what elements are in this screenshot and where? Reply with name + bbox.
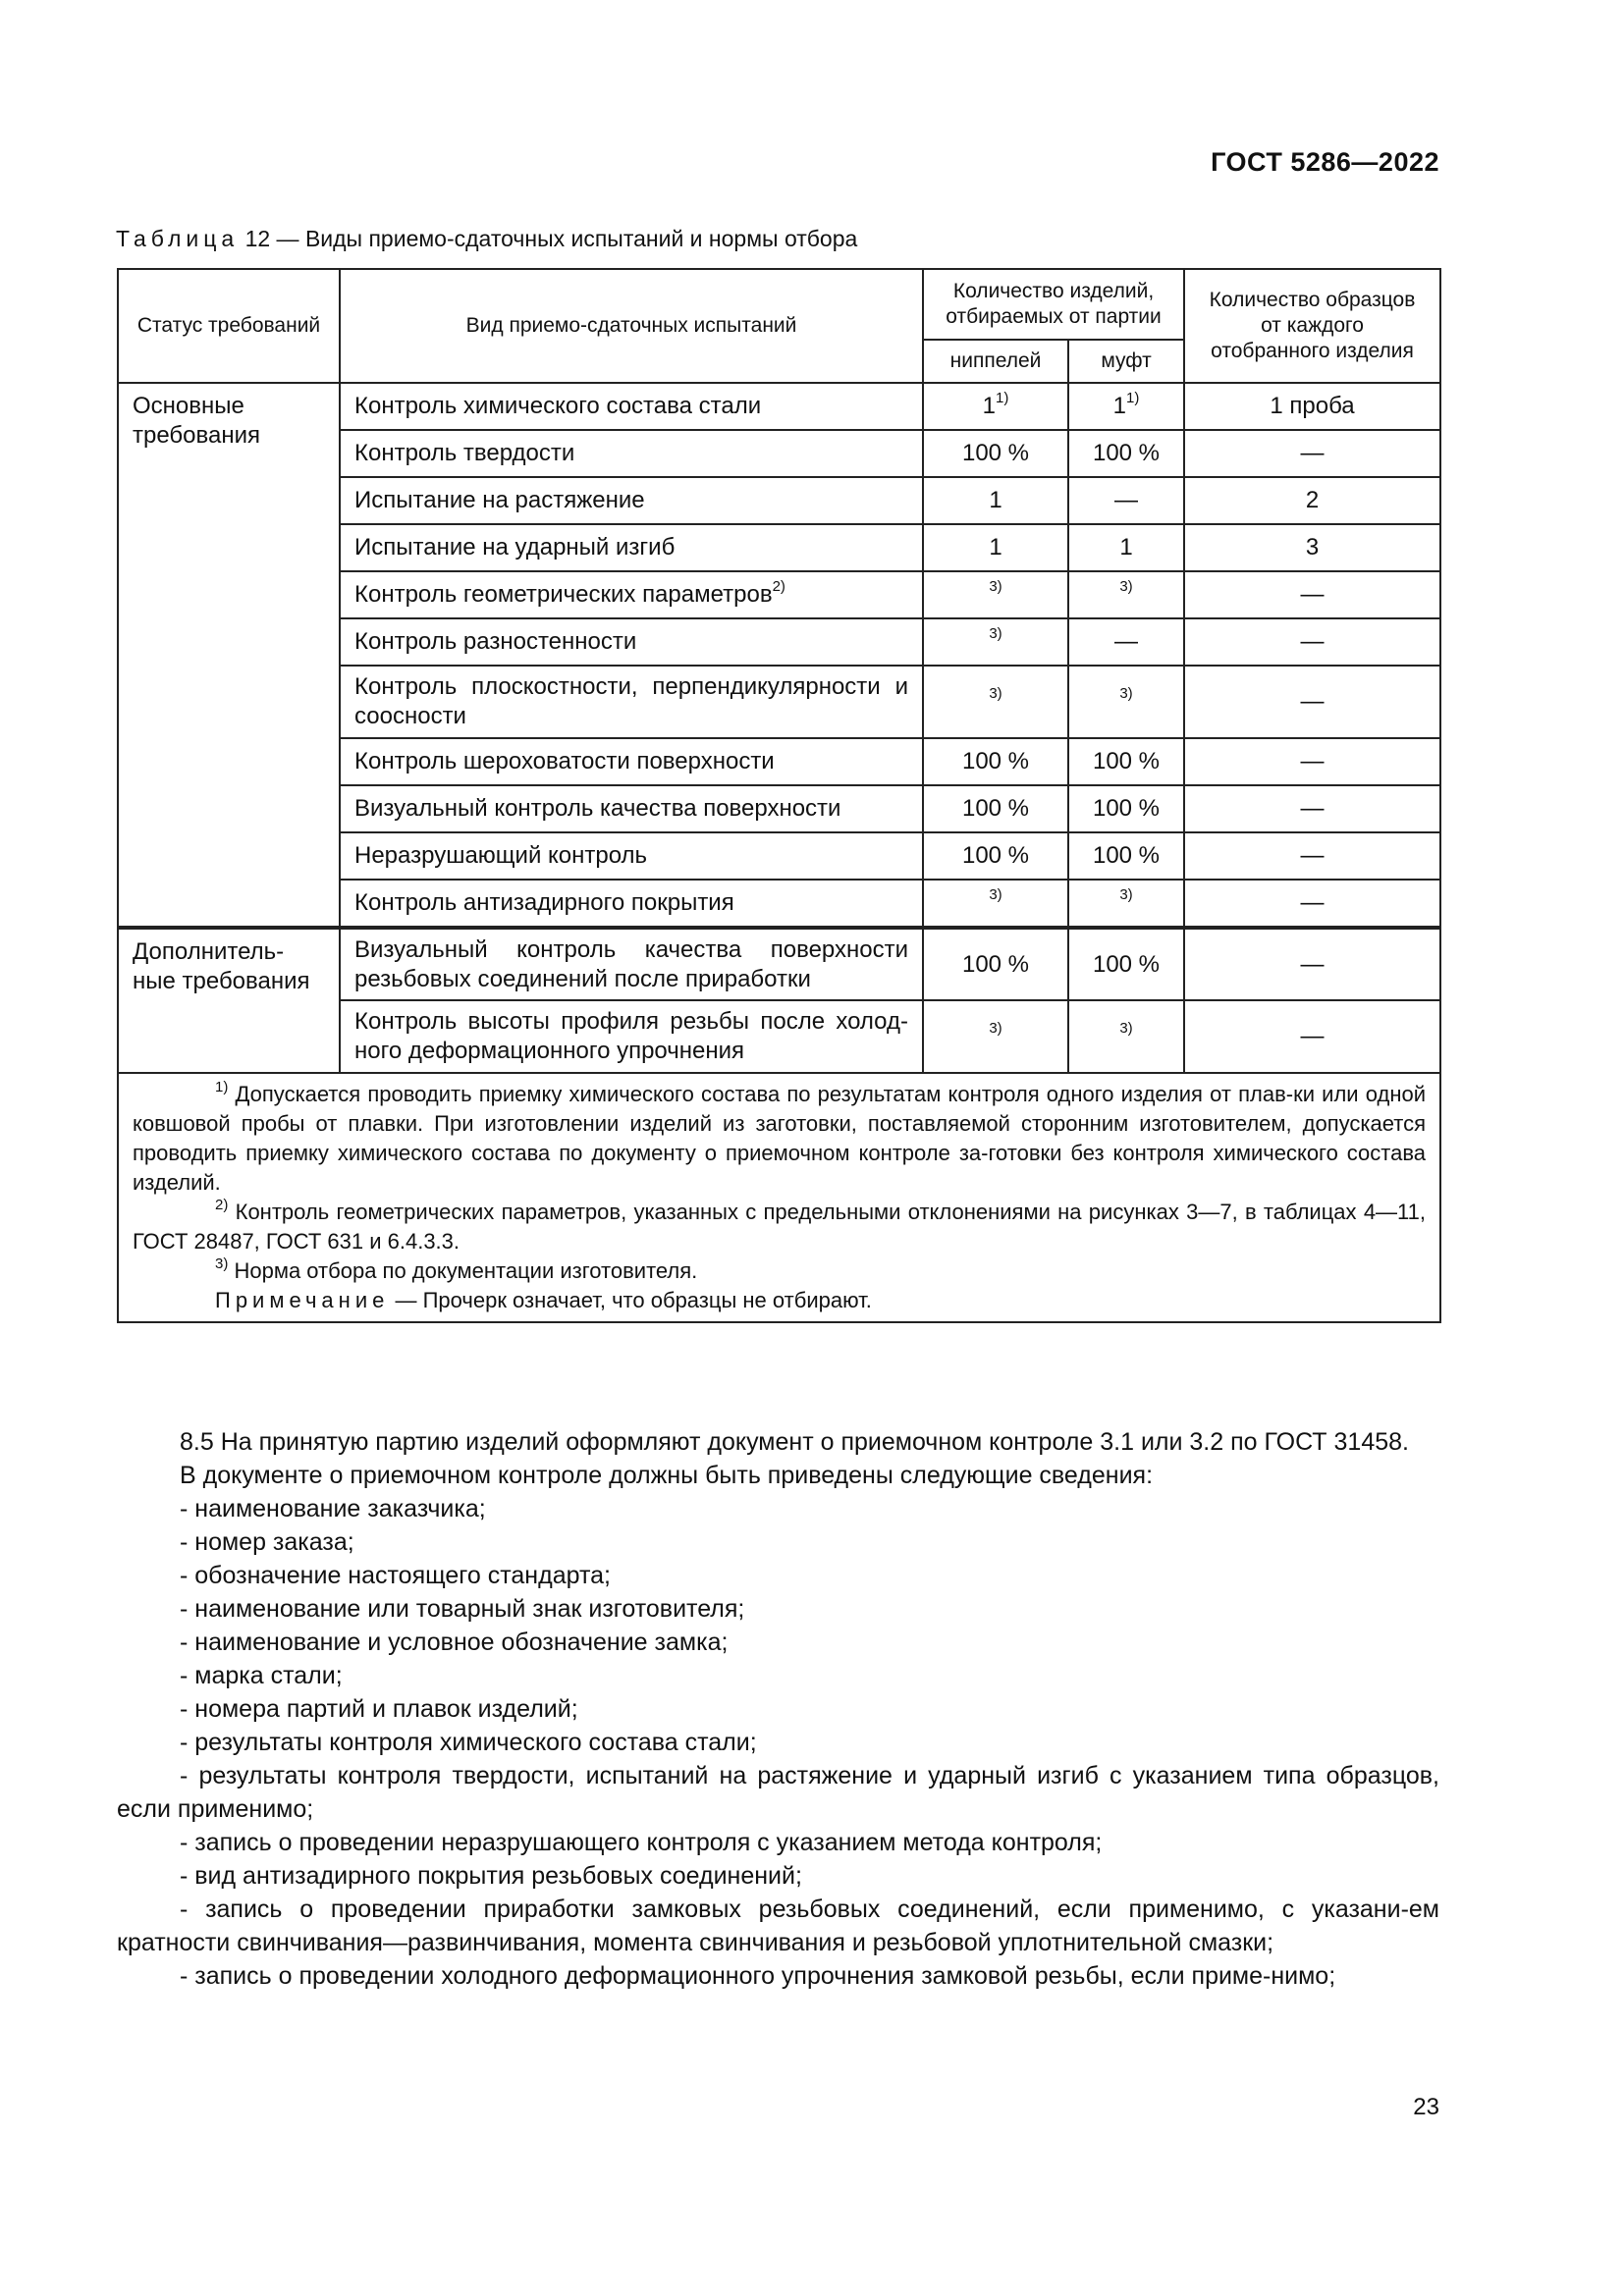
- nipples-value: 1: [989, 487, 1002, 513]
- list-item: - наименование или товарный знак изготовителя;: [180, 1595, 745, 1623]
- footnote-ref: 3): [1119, 577, 1133, 595]
- nipples-value: 100 %: [961, 748, 1030, 774]
- couplings-cell: [1068, 1000, 1184, 1073]
- header-test-type: Вид приемо-сдаточных испытаний: [340, 269, 923, 383]
- couplings-cell: [1068, 928, 1184, 1000]
- nipples-cell: [923, 880, 1068, 928]
- nipples-cell: [923, 832, 1068, 880]
- samples-cell: —: [1184, 928, 1440, 1000]
- nipples-value: 100 %: [961, 440, 1030, 466]
- list-item: - номер заказа;: [180, 1528, 354, 1556]
- body-text: [117, 1425, 1439, 1993]
- header-couplings: муфт: [1068, 340, 1184, 383]
- samples-cell: —: [1184, 832, 1440, 880]
- status-cell: Основные требования: [118, 383, 340, 928]
- samples-cell: —: [1184, 618, 1440, 666]
- footnote: [133, 1198, 1426, 1256]
- nipples-cell: [923, 524, 1068, 571]
- list-item: - номера партий и плавок изделий;: [180, 1695, 578, 1723]
- test-name-cell: [340, 880, 923, 928]
- test-name-cell: [340, 430, 923, 477]
- couplings-value: 100 %: [1092, 842, 1161, 869]
- list-item: - запись о проведении приработки замковых резьбовых соединений, если применимо, с указани-ем кратности свинчивания—развинчивания, момента свинчивания и резьбовой уплотнительной смазки;: [117, 1896, 1439, 1956]
- couplings-cell: [1068, 383, 1184, 430]
- test-name-cell: [340, 524, 923, 571]
- couplings-value: 100 %: [1092, 748, 1161, 774]
- couplings-cell: [1068, 430, 1184, 477]
- samples-cell: —: [1184, 1000, 1440, 1073]
- nipples-cell: [923, 785, 1068, 832]
- header-nipples: ниппелей: [923, 340, 1068, 383]
- test-name-cell: [340, 785, 923, 832]
- footnote-ref: 3): [1119, 684, 1133, 702]
- footnote-mark: 3): [215, 1255, 229, 1272]
- test-name: Контроль шероховатости поверхности: [354, 748, 775, 774]
- test-name-cell: [340, 618, 923, 666]
- document-code: ГОСТ 5286—2022: [1211, 147, 1439, 177]
- test-name: Визуальный контроль качества поверхности резьбовых соединений после приработки: [354, 935, 908, 992]
- footnote-ref: 3): [1119, 885, 1133, 903]
- couplings-value: 1: [1119, 534, 1133, 561]
- header-samples: Количество образцов от каждого отобранного изделия: [1184, 269, 1440, 383]
- table-caption-label: Таблица: [116, 226, 240, 251]
- nipples-value: 1: [989, 534, 1002, 561]
- status-cell: Дополнитель-ные требования: [118, 928, 340, 1073]
- test-name: Испытание на ударный изгиб: [354, 534, 676, 561]
- test-name: Контроль плоскостности, перпендикулярности и соосности: [354, 673, 908, 729]
- note-text: — Прочерк означает, что образцы не отбирают.: [395, 1288, 872, 1312]
- acceptance-tests-table: [117, 268, 1441, 1323]
- footnote: [133, 1256, 1426, 1286]
- header-quantity-group: Количество изделий, отбираемых от партии: [923, 269, 1184, 340]
- table-note: [133, 1286, 1426, 1315]
- footnote-text: Допускается проводить приемку химического состава по результатам контроля одного изделия от плав-ки или одной ковшовой пробы от плавки. При изготовлении изделий из заготовки, поставляемой сторонним изготовителем, допускается проводить приемку химического состава по документу о приемочном контроле за-готовки без контроля химического состава изделий.: [133, 1082, 1427, 1195]
- nipples-value: 100 %: [961, 950, 1030, 978]
- test-name: Неразрушающий контроль: [354, 842, 648, 869]
- couplings-value: 100 %: [1092, 440, 1161, 466]
- couplings-value: 1: [1112, 393, 1127, 419]
- footnote: [133, 1080, 1426, 1198]
- couplings-value: —: [1114, 628, 1138, 655]
- footnote-ref: 1): [996, 390, 1009, 406]
- couplings-value: 100 %: [1092, 950, 1161, 978]
- footnote-ref: 2): [772, 578, 785, 595]
- nipples-value: 1: [982, 393, 996, 419]
- footnote-mark: 2): [215, 1196, 229, 1213]
- couplings-value: —: [1114, 487, 1138, 513]
- table-body: [118, 383, 1440, 1073]
- footnote-text: Контроль геометрических параметров, указанных с предельными отклонениями на рисунках 3—7, в таблицах 4—11, ГОСТ 28487, ГОСТ 631 и 6.4.3.3.: [133, 1200, 1427, 1254]
- samples-cell: 1 проба: [1184, 383, 1440, 430]
- list-item: - наименование заказчика;: [180, 1495, 486, 1522]
- couplings-cell: [1068, 785, 1184, 832]
- nipples-cell: [923, 571, 1068, 618]
- test-name-cell: [340, 928, 923, 1000]
- paragraph-8-5: 8.5 На принятую партию изделий оформляют документ о приемочном контроле 3.1 или 3.2 по ГОСТ 31458.: [180, 1428, 1409, 1456]
- note-label: Примечание: [215, 1288, 390, 1312]
- table-caption-text: 12 — Виды приемо-сдаточных испытаний и нормы отбора: [244, 226, 858, 251]
- test-name: Контроль химического состава стали: [354, 393, 762, 419]
- test-name-cell: [340, 1000, 923, 1073]
- couplings-cell: [1068, 880, 1184, 928]
- list-item: - результаты контроля химического состава стали;: [180, 1729, 757, 1756]
- samples-cell: —: [1184, 571, 1440, 618]
- couplings-cell: [1068, 666, 1184, 738]
- nipples-cell: [923, 477, 1068, 524]
- test-name: Визуальный контроль качества поверхности: [354, 795, 841, 822]
- couplings-cell: [1068, 571, 1184, 618]
- nipples-cell: [923, 666, 1068, 738]
- nipples-cell: [923, 928, 1068, 1000]
- footnote-ref: 1): [1126, 390, 1140, 406]
- nipples-cell: [923, 738, 1068, 785]
- footnotes-list: [133, 1080, 1426, 1286]
- couplings-cell: [1068, 618, 1184, 666]
- list-item: - наименование и условное обозначение замка;: [180, 1629, 729, 1656]
- list-item: - результаты контроля твердости, испытаний на растяжение и ударный изгиб с указанием типа образцов, если применимо;: [117, 1762, 1439, 1823]
- test-name-cell: [340, 477, 923, 524]
- couplings-value: 100 %: [1092, 795, 1161, 822]
- test-name: Испытание на растяжение: [354, 487, 645, 513]
- list-item: - вид антизадирного покрытия резьбовых соединений;: [180, 1862, 802, 1890]
- header-status: Статус требований: [118, 269, 340, 383]
- list-item: - запись о проведении неразрушающего контроля с указанием метода контроля;: [180, 1829, 1103, 1856]
- nipples-cell: [923, 383, 1068, 430]
- couplings-cell: [1068, 738, 1184, 785]
- test-name: Контроль антизадирного покрытия: [354, 889, 734, 916]
- table-row: [118, 928, 1440, 1000]
- samples-cell: —: [1184, 666, 1440, 738]
- footnote-ref: 3): [989, 684, 1002, 702]
- footnote-ref: 3): [989, 885, 1002, 903]
- test-name-cell: [340, 383, 923, 430]
- table-row: [118, 383, 1440, 430]
- nipples-cell: [923, 430, 1068, 477]
- samples-cell: —: [1184, 738, 1440, 785]
- nipples-cell: [923, 618, 1068, 666]
- table-footnotes: [118, 1073, 1440, 1322]
- nipples-cell: [923, 1000, 1068, 1073]
- test-name-cell: [340, 571, 923, 618]
- nipples-value: 100 %: [961, 795, 1030, 822]
- page-number: 23: [1413, 2094, 1439, 2120]
- samples-cell: 2: [1184, 477, 1440, 524]
- footnote-ref: 3): [989, 624, 1002, 642]
- list-item: - запись о проведении холодного деформационного упрочнения замковой резьбы, если приме-нимо;: [180, 1962, 1336, 1990]
- samples-cell: —: [1184, 430, 1440, 477]
- couplings-cell: [1068, 477, 1184, 524]
- samples-cell: —: [1184, 785, 1440, 832]
- samples-cell: 3: [1184, 524, 1440, 571]
- test-name-cell: [340, 832, 923, 880]
- list-item: - марка стали;: [180, 1662, 343, 1689]
- test-name-cell: [340, 666, 923, 738]
- footnote-ref: 3): [989, 577, 1002, 595]
- paragraph-intro: В документе о приемочном контроле должны быть приведены следующие сведения:: [180, 1462, 1154, 1489]
- samples-cell: —: [1184, 880, 1440, 928]
- test-name: Контроль твердости: [354, 440, 575, 466]
- footnote-ref: 3): [1119, 1019, 1133, 1037]
- couplings-cell: [1068, 524, 1184, 571]
- list-item: - обозначение настоящего стандарта;: [180, 1562, 611, 1589]
- test-name: Контроль разностенности: [354, 628, 637, 655]
- footnote-text: Норма отбора по документации изготовителя.: [234, 1258, 698, 1283]
- footnote-mark: 1): [215, 1078, 229, 1095]
- nipples-value: 100 %: [961, 842, 1030, 869]
- test-name: Контроль геометрических параметров: [354, 581, 773, 608]
- footnote-ref: 3): [989, 1019, 1002, 1037]
- requirements-list: [117, 1492, 1439, 1993]
- test-name-cell: [340, 738, 923, 785]
- test-name: Контроль высоты профиля резьбы после холод-ного деформационного упрочнения: [354, 1008, 908, 1064]
- table-caption: [116, 226, 857, 252]
- couplings-cell: [1068, 832, 1184, 880]
